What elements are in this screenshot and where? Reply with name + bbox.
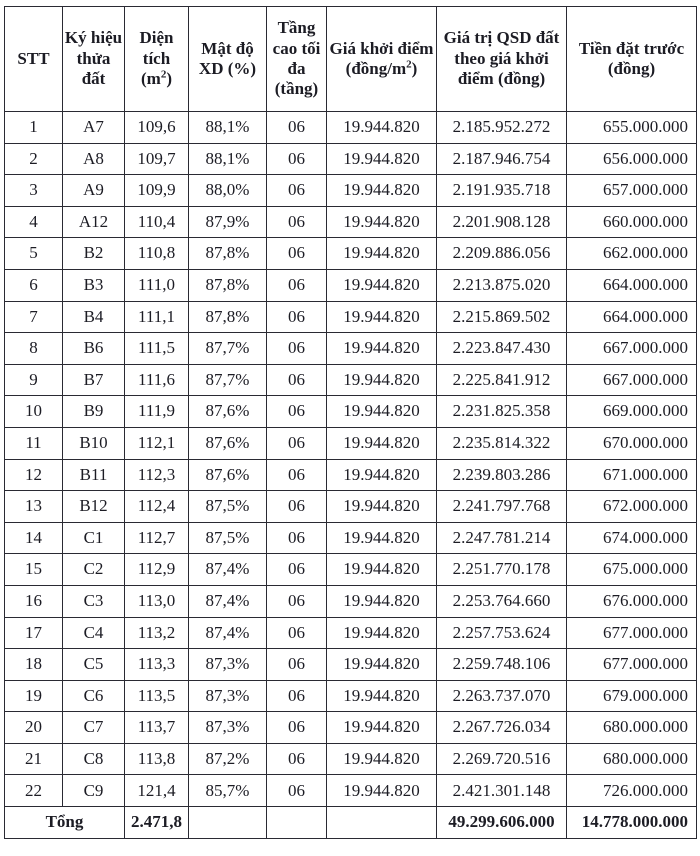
table-row	[5, 712, 697, 744]
cell-mat-do: 87,5%	[189, 491, 267, 523]
table-row	[5, 301, 697, 333]
cell-tien-dat-truoc: 655.000.000	[567, 112, 697, 144]
header-stt: STT	[5, 7, 63, 112]
cell-tien-dat-truoc: 664.000.000	[567, 269, 697, 301]
cell-ky-hieu: B7	[63, 364, 125, 396]
cell-gia-khoi-diem: 19.944.820	[327, 712, 437, 744]
cell-dien-tich: 113,7	[125, 712, 189, 744]
header-gia-khoi-diem-label: Giá khởi điểm (đồng/m	[329, 38, 434, 78]
cell-stt: 11	[5, 427, 63, 459]
cell-stt: 4	[5, 206, 63, 238]
cell-tien-dat-truoc: 675.000.000	[567, 554, 697, 586]
cell-tang-cao: 06	[267, 680, 327, 712]
header-dien-tich-label: Diện tích	[139, 28, 174, 68]
header-ky-hieu: Ký hiệu thửa đất	[63, 7, 125, 112]
cell-tien-dat-truoc: 726.000.000	[567, 775, 697, 807]
cell-mat-do: 87,7%	[189, 364, 267, 396]
cell-tang-cao: 06	[267, 333, 327, 365]
table-row	[5, 554, 697, 586]
cell-gia-tri-qsd: 2.241.797.768	[437, 491, 567, 523]
table-row	[5, 585, 697, 617]
cell-tang-cao: 06	[267, 206, 327, 238]
cell-stt: 9	[5, 364, 63, 396]
cell-dien-tich: 121,4	[125, 775, 189, 807]
cell-tang-cao: 06	[267, 143, 327, 175]
cell-stt: 15	[5, 554, 63, 586]
cell-tang-cao: 06	[267, 301, 327, 333]
cell-ky-hieu: B2	[63, 238, 125, 270]
cell-tien-dat-truoc: 672.000.000	[567, 491, 697, 523]
cell-ky-hieu: C6	[63, 680, 125, 712]
cell-dien-tich: 112,4	[125, 491, 189, 523]
cell-gia-khoi-diem: 19.944.820	[327, 333, 437, 365]
cell-ky-hieu: B11	[63, 459, 125, 491]
cell-gia-khoi-diem: 19.944.820	[327, 175, 437, 207]
cell-gia-khoi-diem: 19.944.820	[327, 585, 437, 617]
cell-tang-cao: 06	[267, 617, 327, 649]
table-row	[5, 427, 697, 459]
cell-gia-tri-qsd: 2.213.875.020	[437, 269, 567, 301]
cell-tien-dat-truoc: 679.000.000	[567, 680, 697, 712]
cell-ky-hieu: C4	[63, 617, 125, 649]
cell-tien-dat-truoc: 680.000.000	[567, 743, 697, 775]
cell-tien-dat-truoc: 676.000.000	[567, 585, 697, 617]
cell-tang-cao: 06	[267, 112, 327, 144]
cell-mat-do: 87,3%	[189, 649, 267, 681]
cell-mat-do: 87,4%	[189, 585, 267, 617]
cell-gia-khoi-diem: 19.944.820	[327, 554, 437, 586]
table-row	[5, 680, 697, 712]
cell-gia-tri-qsd: 2.191.935.718	[437, 175, 567, 207]
cell-dien-tich: 112,1	[125, 427, 189, 459]
cell-gia-khoi-diem: 19.944.820	[327, 143, 437, 175]
cell-gia-tri-qsd: 2.225.841.912	[437, 364, 567, 396]
cell-gia-khoi-diem: 19.944.820	[327, 238, 437, 270]
cell-gia-khoi-diem: 19.944.820	[327, 743, 437, 775]
cell-tien-dat-truoc: 677.000.000	[567, 617, 697, 649]
table-row	[5, 775, 697, 807]
cell-stt: 5	[5, 238, 63, 270]
cell-mat-do: 87,8%	[189, 269, 267, 301]
cell-mat-do: 87,8%	[189, 238, 267, 270]
cell-gia-tri-qsd: 2.247.781.214	[437, 522, 567, 554]
cell-stt: 1	[5, 112, 63, 144]
cell-dien-tich: 112,7	[125, 522, 189, 554]
cell-stt: 3	[5, 175, 63, 207]
cell-mat-do: 87,6%	[189, 459, 267, 491]
table-row	[5, 112, 697, 144]
table-row	[5, 364, 697, 396]
table-row	[5, 238, 697, 270]
table-row	[5, 269, 697, 301]
cell-gia-khoi-diem: 19.944.820	[327, 617, 437, 649]
totals-row	[5, 807, 697, 839]
cell-tien-dat-truoc: 657.000.000	[567, 175, 697, 207]
table-row	[5, 491, 697, 523]
cell-tang-cao: 06	[267, 712, 327, 744]
cell-gia-khoi-diem: 19.944.820	[327, 680, 437, 712]
cell-gia-tri-qsd: 2.259.748.106	[437, 649, 567, 681]
cell-dien-tich: 109,7	[125, 143, 189, 175]
cell-gia-tri-qsd: 2.187.946.754	[437, 143, 567, 175]
cell-dien-tich: 111,1	[125, 301, 189, 333]
cell-tien-dat-truoc: 660.000.000	[567, 206, 697, 238]
cell-ky-hieu: B9	[63, 396, 125, 428]
cell-stt: 6	[5, 269, 63, 301]
cell-stt: 2	[5, 143, 63, 175]
cell-gia-khoi-diem: 19.944.820	[327, 269, 437, 301]
cell-mat-do: 87,6%	[189, 396, 267, 428]
cell-dien-tich: 113,5	[125, 680, 189, 712]
totals-empty-1	[189, 807, 267, 839]
cell-gia-tri-qsd: 2.251.770.178	[437, 554, 567, 586]
cell-dien-tich: 111,0	[125, 269, 189, 301]
cell-ky-hieu: A12	[63, 206, 125, 238]
header-gia-khoi-diem-sup: 2	[406, 58, 412, 71]
cell-tang-cao: 06	[267, 427, 327, 459]
cell-ky-hieu: C1	[63, 522, 125, 554]
cell-gia-khoi-diem: 19.944.820	[327, 364, 437, 396]
cell-gia-tri-qsd: 2.239.803.286	[437, 459, 567, 491]
table-row	[5, 459, 697, 491]
header-dien-tich-close: )	[166, 69, 172, 89]
cell-stt: 8	[5, 333, 63, 365]
cell-tang-cao: 06	[267, 775, 327, 807]
table-row	[5, 206, 697, 238]
table-row	[5, 617, 697, 649]
header-dien-tich-unit: (m	[141, 69, 161, 89]
cell-gia-khoi-diem: 19.944.820	[327, 427, 437, 459]
cell-dien-tich: 111,9	[125, 396, 189, 428]
cell-tien-dat-truoc: 662.000.000	[567, 238, 697, 270]
cell-tang-cao: 06	[267, 743, 327, 775]
table-footer	[5, 807, 697, 839]
cell-tien-dat-truoc: 671.000.000	[567, 459, 697, 491]
cell-stt: 21	[5, 743, 63, 775]
cell-tang-cao: 06	[267, 238, 327, 270]
table-header	[5, 7, 697, 112]
cell-stt: 13	[5, 491, 63, 523]
cell-gia-tri-qsd: 2.269.720.516	[437, 743, 567, 775]
header-dien-tich	[125, 7, 189, 112]
cell-mat-do: 88,1%	[189, 112, 267, 144]
table-row	[5, 143, 697, 175]
cell-tien-dat-truoc: 656.000.000	[567, 143, 697, 175]
cell-gia-tri-qsd: 2.263.737.070	[437, 680, 567, 712]
cell-tien-dat-truoc: 680.000.000	[567, 712, 697, 744]
cell-mat-do: 87,8%	[189, 301, 267, 333]
totals-dien-tich: 2.471,8	[125, 807, 189, 839]
cell-mat-do: 87,4%	[189, 554, 267, 586]
cell-mat-do: 85,7%	[189, 775, 267, 807]
cell-tien-dat-truoc: 667.000.000	[567, 364, 697, 396]
totals-gia-tri: 49.299.606.000	[437, 807, 567, 839]
cell-tang-cao: 06	[267, 585, 327, 617]
cell-mat-do: 88,0%	[189, 175, 267, 207]
cell-mat-do: 87,4%	[189, 617, 267, 649]
cell-mat-do: 87,9%	[189, 206, 267, 238]
cell-mat-do: 88,1%	[189, 143, 267, 175]
header-mat-do: Mật độ XD (%)	[189, 7, 267, 112]
cell-dien-tich: 111,5	[125, 333, 189, 365]
cell-tang-cao: 06	[267, 175, 327, 207]
cell-tang-cao: 06	[267, 491, 327, 523]
cell-ky-hieu: B10	[63, 427, 125, 459]
table-row	[5, 396, 697, 428]
cell-gia-khoi-diem: 19.944.820	[327, 301, 437, 333]
cell-gia-tri-qsd: 2.185.952.272	[437, 112, 567, 144]
cell-dien-tich: 113,0	[125, 585, 189, 617]
cell-gia-tri-qsd: 2.223.847.430	[437, 333, 567, 365]
cell-ky-hieu: A8	[63, 143, 125, 175]
cell-stt: 19	[5, 680, 63, 712]
cell-mat-do: 87,7%	[189, 333, 267, 365]
cell-stt: 12	[5, 459, 63, 491]
cell-ky-hieu: A9	[63, 175, 125, 207]
cell-mat-do: 87,5%	[189, 522, 267, 554]
cell-tien-dat-truoc: 667.000.000	[567, 333, 697, 365]
cell-gia-tri-qsd: 2.201.908.128	[437, 206, 567, 238]
cell-mat-do: 87,2%	[189, 743, 267, 775]
cell-ky-hieu: B3	[63, 269, 125, 301]
cell-ky-hieu: C7	[63, 712, 125, 744]
cell-gia-tri-qsd: 2.215.869.502	[437, 301, 567, 333]
table-row	[5, 522, 697, 554]
totals-empty-2	[267, 807, 327, 839]
cell-tang-cao: 06	[267, 554, 327, 586]
cell-ky-hieu: C5	[63, 649, 125, 681]
totals-dat-truoc: 14.778.000.000	[567, 807, 697, 839]
header-gia-tri-qsd: Giá trị QSD đất theo giá khởi điểm (đồng)	[437, 7, 567, 112]
cell-gia-tri-qsd: 2.421.301.148	[437, 775, 567, 807]
header-dien-tich-sup: 2	[160, 68, 167, 81]
cell-dien-tich: 110,4	[125, 206, 189, 238]
cell-gia-khoi-diem: 19.944.820	[327, 775, 437, 807]
cell-ky-hieu: A7	[63, 112, 125, 144]
table-row	[5, 743, 697, 775]
cell-dien-tich: 109,6	[125, 112, 189, 144]
cell-stt: 17	[5, 617, 63, 649]
cell-gia-khoi-diem: 19.944.820	[327, 649, 437, 681]
cell-dien-tich: 112,3	[125, 459, 189, 491]
header-gia-khoi-diem-close: )	[411, 59, 418, 78]
totals-label: Tổng	[5, 807, 125, 839]
cell-gia-khoi-diem: 19.944.820	[327, 459, 437, 491]
table-row	[5, 649, 697, 681]
cell-ky-hieu: C2	[63, 554, 125, 586]
cell-gia-khoi-diem: 19.944.820	[327, 491, 437, 523]
cell-dien-tich: 113,3	[125, 649, 189, 681]
cell-ky-hieu: B12	[63, 491, 125, 523]
totals-empty-3	[327, 807, 437, 839]
cell-tien-dat-truoc: 664.000.000	[567, 301, 697, 333]
cell-gia-tri-qsd: 2.253.764.660	[437, 585, 567, 617]
cell-tang-cao: 06	[267, 364, 327, 396]
cell-stt: 10	[5, 396, 63, 428]
cell-ky-hieu: C8	[63, 743, 125, 775]
cell-tang-cao: 06	[267, 396, 327, 428]
cell-tang-cao: 06	[267, 522, 327, 554]
cell-ky-hieu: B4	[63, 301, 125, 333]
header-gia-khoi-diem	[327, 7, 437, 112]
cell-stt: 20	[5, 712, 63, 744]
cell-gia-khoi-diem: 19.944.820	[327, 112, 437, 144]
table-row	[5, 333, 697, 365]
cell-dien-tich: 109,9	[125, 175, 189, 207]
cell-tang-cao: 06	[267, 649, 327, 681]
cell-gia-khoi-diem: 19.944.820	[327, 206, 437, 238]
cell-tien-dat-truoc: 674.000.000	[567, 522, 697, 554]
header-tien-dat-truoc: Tiền đặt trước (đồng)	[567, 7, 697, 112]
cell-mat-do: 87,3%	[189, 680, 267, 712]
table-row	[5, 175, 697, 207]
cell-stt: 16	[5, 585, 63, 617]
cell-gia-tri-qsd: 2.267.726.034	[437, 712, 567, 744]
cell-dien-tich: 113,2	[125, 617, 189, 649]
cell-gia-tri-qsd: 2.209.886.056	[437, 238, 567, 270]
cell-stt: 7	[5, 301, 63, 333]
cell-gia-tri-qsd: 2.231.825.358	[437, 396, 567, 428]
cell-ky-hieu: C9	[63, 775, 125, 807]
cell-gia-khoi-diem: 19.944.820	[327, 522, 437, 554]
header-tang-cao: Tầng cao tối đa (tầng)	[267, 7, 327, 112]
cell-ky-hieu: B6	[63, 333, 125, 365]
table-body	[5, 112, 697, 807]
cell-gia-tri-qsd: 2.235.814.322	[437, 427, 567, 459]
cell-gia-khoi-diem: 19.944.820	[327, 396, 437, 428]
cell-tien-dat-truoc: 670.000.000	[567, 427, 697, 459]
cell-tang-cao: 06	[267, 459, 327, 491]
cell-stt: 18	[5, 649, 63, 681]
cell-gia-tri-qsd: 2.257.753.624	[437, 617, 567, 649]
cell-ky-hieu: C3	[63, 585, 125, 617]
cell-mat-do: 87,6%	[189, 427, 267, 459]
cell-dien-tich: 111,6	[125, 364, 189, 396]
cell-tang-cao: 06	[267, 269, 327, 301]
cell-dien-tich: 110,8	[125, 238, 189, 270]
cell-dien-tich: 113,8	[125, 743, 189, 775]
cell-mat-do: 87,3%	[189, 712, 267, 744]
cell-dien-tich: 112,9	[125, 554, 189, 586]
land-plot-table	[4, 6, 697, 839]
cell-tien-dat-truoc: 669.000.000	[567, 396, 697, 428]
cell-stt: 22	[5, 775, 63, 807]
cell-stt: 14	[5, 522, 63, 554]
cell-tien-dat-truoc: 677.000.000	[567, 649, 697, 681]
